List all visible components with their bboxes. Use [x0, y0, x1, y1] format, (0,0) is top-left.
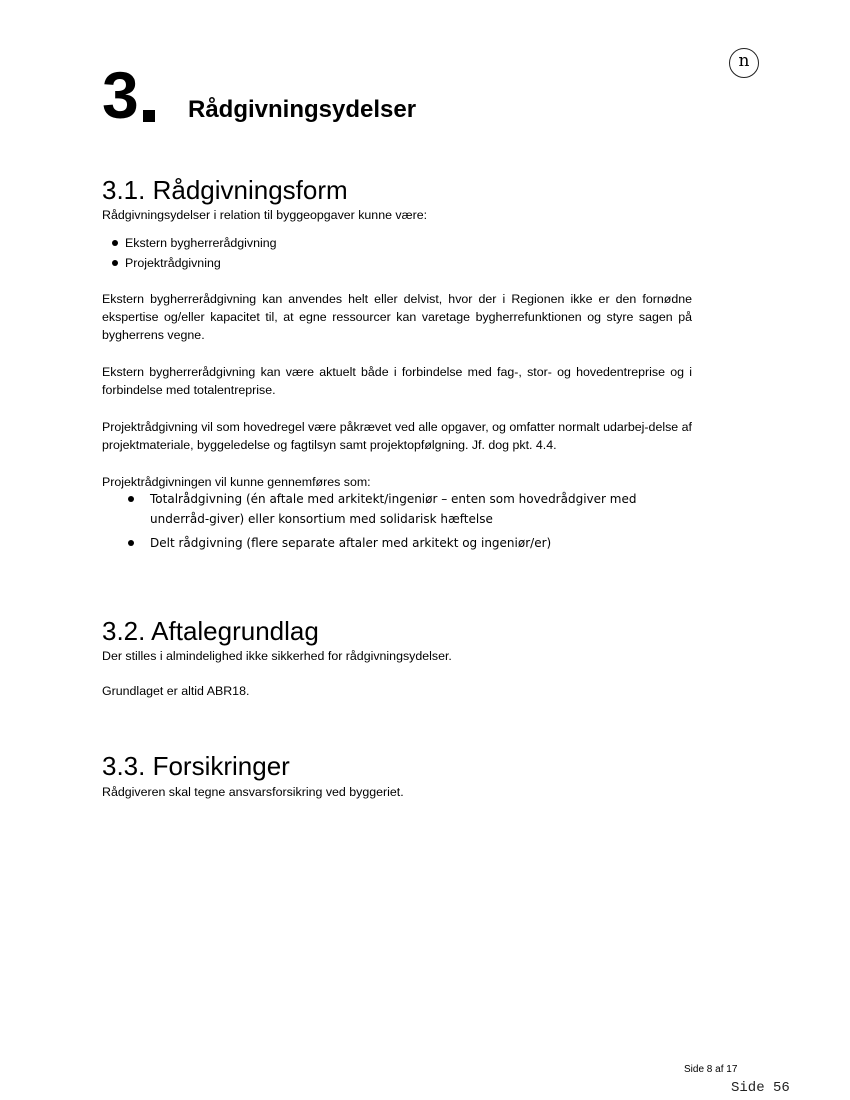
- bullet-list-raadgivning: [112, 233, 277, 273]
- paragraph: Ekstern bygherrerådgivning kan anvendes helt eller delvist, hvor der i Regionen ikke er den fornødne ekspertise og/eller kapacitet til, at egne ressourcer kan varetage bygherrefunktionen og styre sagen på bygherrens vegne.: [102, 292, 692, 342]
- section-heading-3-1: 3.1. Rådgivningsform: [102, 175, 348, 205]
- paragraph: Projektrådgivning vil som hovedregel være påkrævet ved alle opgaver, og omfatter normalt udarbej-delse af projektmateriale, byggeledelse og fagtilsyn samt projektopfølgning. Jf. dog pkt. 4.4.: [102, 420, 692, 452]
- sub-bullet-list: [126, 489, 694, 557]
- paragraph: Rådgiveren skal tegne ansvarsforsikring ved byggeriet.: [102, 785, 404, 799]
- side-stamp: Side 56: [731, 1080, 790, 1096]
- chapter-number: 3: [102, 58, 138, 132]
- section-heading-3-3: 3.3. Forsikringer: [102, 751, 290, 781]
- list-item: Delt rådgivning (flere separate aftaler med arkitekt og ingeniør/er): [126, 533, 694, 553]
- paragraph: Der stilles i almindelighed ikke sikkerhed for rådgivningsydelser.: [102, 649, 452, 663]
- paragraph: Grundlaget er altid ABR18.: [102, 684, 250, 698]
- paragraph: Ekstern bygherrerådgivning kan være aktuelt både i forbindelse med fag-, stor- og hovedentreprise og i forbindelse med totalentreprise.: [102, 365, 692, 397]
- list-item: Ekstern bygherrerådgivning: [112, 233, 277, 253]
- chapter-title: Rådgivningsydelser: [188, 96, 417, 123]
- logo-icon: n: [729, 48, 759, 78]
- list-item: Totalrådgivning (én aftale med arkitekt/ingeniør – enten som hovedrådgiver med underråd-giver) eller konsortium med solidarisk hæftelse: [126, 489, 694, 529]
- section-heading-3-2: 3.2. Aftalegrundlag: [102, 616, 319, 646]
- section-3-1-intro: Rådgivningsydelser i relation til byggeopgaver kunne være:: [102, 208, 428, 222]
- chapter-dot: [143, 110, 155, 122]
- list-item: Projektrådgivning: [112, 253, 277, 273]
- page-number: Side 8 af 17: [684, 1064, 738, 1075]
- paragraph: Projektrådgivningen vil kunne gennemføres som:: [102, 475, 371, 489]
